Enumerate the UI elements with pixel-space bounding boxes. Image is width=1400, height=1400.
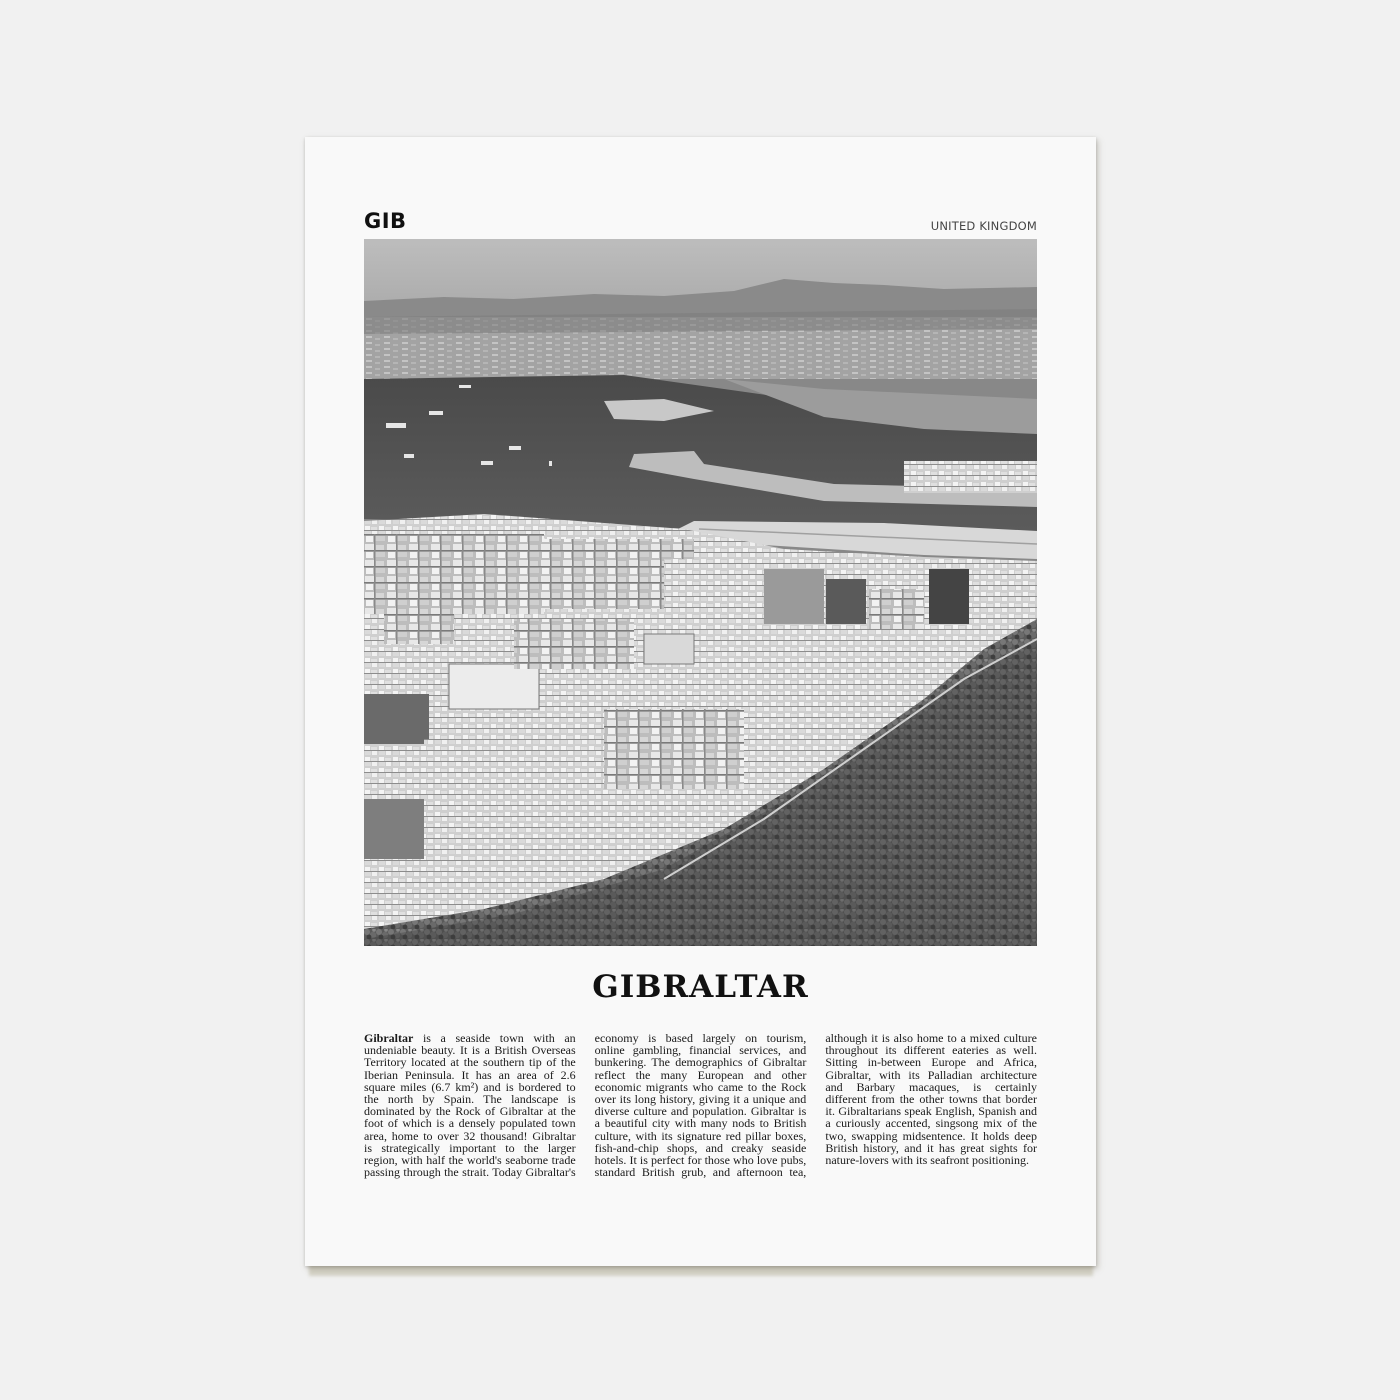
description-body: is a seaside town with an undeniable beauty. It is a British Overseas Territory located at the southern tip of the Iberian Peninsula. It has an area of 2.6 square miles (6.7 km²) and is bordered to the north by Spain. The landscape is dominated by the Rock of Gibraltar at the foot of which is a densely populated town area, home to over 32 thousand! Gibraltar is strategically important to the larger region, with half the world's seaborne trade passing through the strait. Today Gibraltar's economy is based largely on tourism, online gambling, financial services, and bunkering. The demographics of Gibraltar reflect the many European and other economic migrants who came to the Rock over its long history, giving it a unique and diverse culture and population. Gibraltar is a beautiful city with many nods to British culture, with its signature red pillar boxes, fish-and-chip shops, and creaky seaside hotels. It is perfect for those who love pubs, standard British grub, and afternoon tea, although it is also home to a mixed culture throughout its different eateries as well. Sitting in-between Europe and Africa, Gibraltar, with its Palladian architecture and Barbary macaques, is certainly different from the other towns that border it. Gibraltarians speak English, Spanish and a curiously accented, singsong mix of the two, swapping midsentence. It holds deep British history, and it has great sights for nature-lovers with its seafront positioning. (364, 1031, 1037, 1180)
country-code: GIB (364, 209, 407, 233)
city-title: GIBRALTAR (592, 969, 809, 1005)
poster (305, 137, 1096, 1266)
country-label: UNITED KINGDOM (930, 219, 1037, 233)
city-photo-illustration (364, 239, 1037, 946)
description-lead: Gibraltar (364, 1031, 414, 1045)
city-description (364, 1032, 1037, 1178)
city-photo (364, 239, 1037, 946)
